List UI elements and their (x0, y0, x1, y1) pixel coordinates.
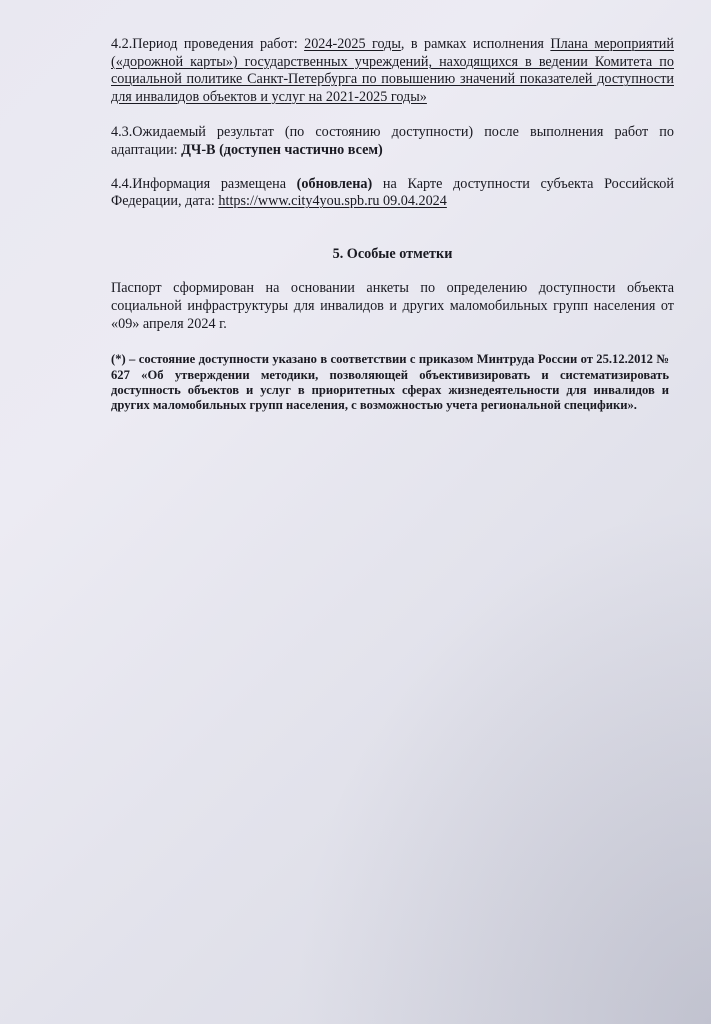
paragraph-4-2 (111, 36, 674, 106)
info-posted-label: 4.4.Информация размещена (111, 175, 297, 192)
accessibility-map-link[interactable]: https://www.city4you.spb.ru 09.04.2024 (218, 193, 447, 210)
roadmap-plan-title: Плана мероприятий («дорожной карты») государственных учреждений, находящихся в ведении Комитета по социальной политике Санкт-Петербурга по повышению значений показателей доступности для инвалидов объектов и услуг на 2021-2025 годы» (111, 36, 674, 105)
period-label: 4.2.Период проведения работ: (111, 36, 305, 52)
info-posted-context: на Карте доступности субъекта Российской Федерации, дата: (111, 175, 674, 210)
period-value: 2024-2025 годы (304, 36, 401, 52)
document-body (111, 36, 674, 414)
expected-result-label: 4.3.Ожидаемый результат (по состоянию доступности) после выполнения работ по адаптации: (111, 124, 674, 158)
section-5-heading: 5. Особые отметки (332, 245, 453, 262)
period-context: , в рамках исполнения (400, 36, 551, 52)
updated-mark: (обновлена) (296, 175, 373, 192)
paragraph-4-3 (111, 124, 674, 159)
paper-shadow (291, 504, 711, 1024)
expected-result-value: ДЧ-В (доступен частично всем) (181, 141, 383, 158)
passport-basis-paragraph: Паспорт сформирован на основании анкеты по определению доступности объекта социальной инфраструктуры для инвалидов и других маломобильных групп населения от «09» апреля 2024 г. (111, 280, 674, 332)
paragraph-4-4 (111, 176, 674, 211)
footnote-paragraph: (*) – состояние доступности указано в соответствии с приказом Минтруда России от 25.12.2012 № 627 «Об утверждении методики, позволяющей объективизировать и систематизировать доступность объектов и услуг в приоритетных сферах жизнедеятельности для инвалидов и других маломобильных групп населения, с возможностью учета региональной специфики». (111, 352, 669, 413)
